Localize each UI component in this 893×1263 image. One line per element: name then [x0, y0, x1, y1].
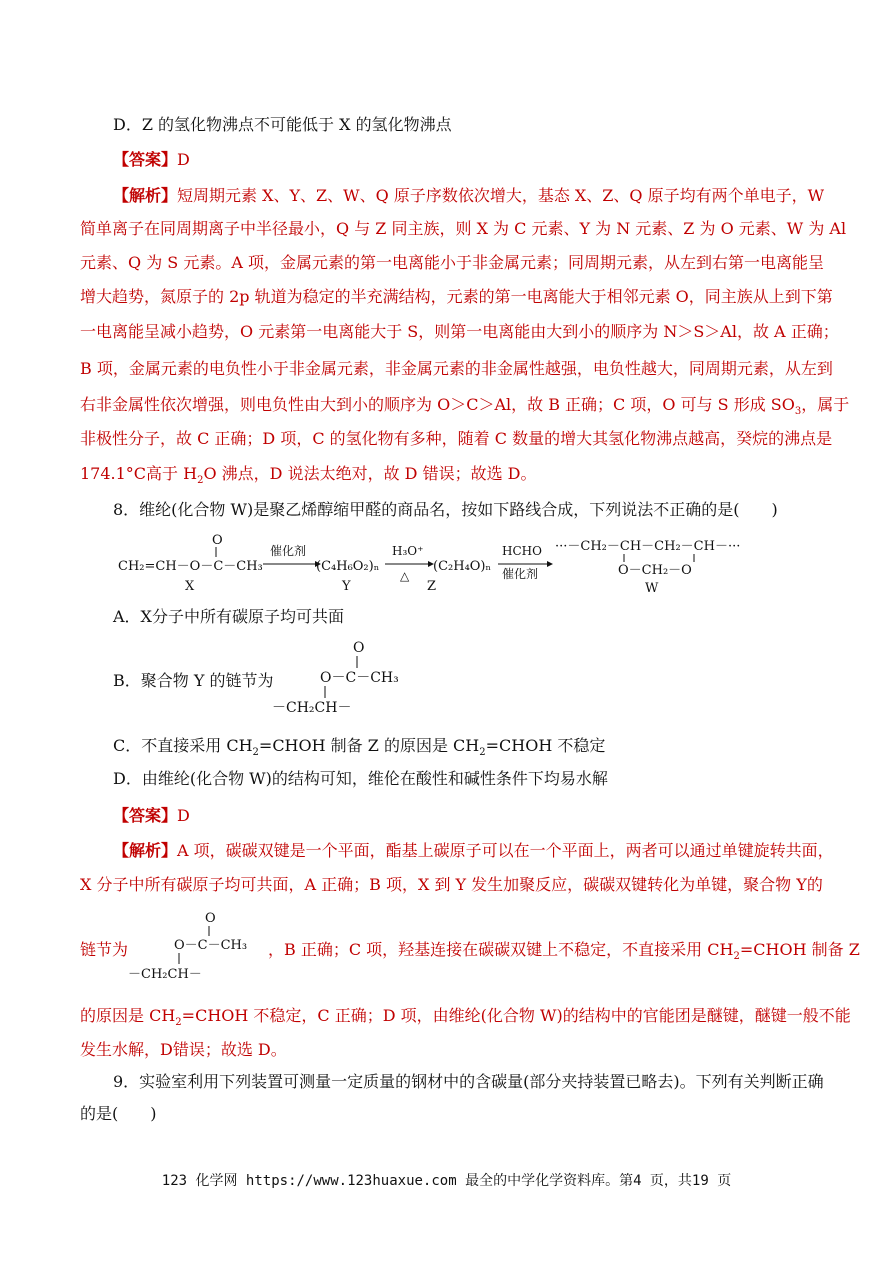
analysis-tag: 【解析】 — [113, 841, 178, 860]
text-part: ，B 正确；C 项，羟基连接在碳碳双键上不稳定，不直接采用 CH — [268, 940, 734, 959]
z-formula: (C₂H₄O)ₙ — [433, 559, 492, 574]
q9-stem-line-1: 9．实验室利用下列装置可测量一定质量的钢材中的含碳量(部分夹持装置已略去)。下列有关判断正确 — [113, 1072, 824, 1091]
arrow-3-head — [547, 561, 553, 567]
q7-analysis-line-3: 元素、Q 为 S 元素。A 项，金属元素的第一电离能小于非金属元素；同周期元素，从左到右第一电离能呈 — [80, 253, 824, 272]
q8-option-c — [113, 736, 605, 763]
q8-analysis-line-5: 发生水解，D错误；故选 D。 — [80, 1040, 287, 1059]
q9-stem-line-2: 的是( ) — [80, 1104, 157, 1123]
w-label: W — [645, 581, 659, 596]
text-part: C．不直接采用 CH — [113, 736, 253, 755]
text-part: 174.1°C高于 H — [80, 464, 198, 483]
text-part: O 沸点，D 说法太绝对，故 D 错误；故选 D。 — [203, 464, 537, 483]
option-b-structure — [270, 638, 430, 718]
text-part: 的原因是 CH — [80, 1006, 176, 1025]
w-chain: ···－CH₂－CH－CH₂－CH－··· — [555, 539, 741, 554]
subscript: 2 — [479, 747, 486, 759]
struct-backbone: －CH₂CH－ — [272, 700, 352, 716]
answer-tag: 【答案】 — [113, 806, 178, 825]
subscript: 2 — [252, 747, 259, 759]
q8-analysis-line-4 — [80, 1006, 851, 1033]
z-label: Z — [427, 579, 437, 594]
step2-reagent-top: H₃O⁺ — [392, 544, 424, 558]
step3-reagent-bottom: 催化剂 — [502, 567, 539, 581]
text-part: =CHOH 不稳定，C 正确；D 项，由维纶(化合物 W)的结构中的官能团是醚键，醚键一般不能 — [181, 1006, 851, 1025]
page-footer: 123 化学网 https://www.123huaxue.com 最全的中学化学资料库。第4 页，共19 页 — [161, 1173, 732, 1189]
struct-carbonyl-o: O — [353, 640, 365, 656]
q8-analysis-line-3-prefix: 链节为 — [80, 940, 129, 959]
q8-analysis-line-1 — [113, 841, 834, 861]
subscript: 2 — [197, 475, 204, 487]
analysis-text: A 项，碳碳双键是一个平面，酯基上碳原子可以在一个平面上，两者可以通过单键旋转共面， — [177, 841, 834, 860]
step1-reagent: 催化剂 — [270, 544, 307, 558]
answer-value: D — [177, 150, 190, 169]
w-bridge: O－CH₂－O — [618, 563, 692, 578]
q7-analysis-line-7 — [80, 395, 849, 422]
q8-answer — [113, 806, 190, 826]
q8-option-d: D．由维纶(化合物 W)的结构可知，维伦在酸性和碱性条件下均易水解 — [113, 769, 608, 788]
analysis-structure — [128, 908, 278, 983]
q7-analysis-line-8: 非极性分子，故 C 正确；D 项，C 的氢化物有多种，随着 C 数量的增大其氢化物沸点越高，癸烷的沸点是 — [80, 429, 833, 448]
q7-analysis-line-6: B 项，金属元素的电负性小于非金属元素，非金属元素的非金属性越强，电负性越大，同周期元素，从左到 — [80, 359, 833, 378]
x-carbonyl-o: O — [212, 533, 223, 548]
text-part: 右非金属性依次增强，则电负性由大到小的顺序为 O＞C＞Al，故 B 正确；C 项，O 可与 S 形成 SO — [80, 395, 795, 414]
text-part: ，属于 — [801, 395, 850, 414]
subscript: 3 — [794, 406, 802, 418]
subscript: 2 — [733, 951, 740, 963]
q7-analysis-line-2: 简单离子在同周期离子中半径最小，Q 与 Z 同主族，则 X 为 C 元素、Y 为 N 元素、Z 为 O 元素、W 为 Al — [80, 219, 847, 238]
struct-ester: O－C－CH₃ — [174, 938, 248, 953]
q7-answer — [113, 150, 190, 170]
step2-reagent-bottom: △ — [400, 569, 410, 583]
q8-analysis-line-2: X 分子中所有碳原子均可共面，A 正确；B 项，X 到 Y 发生加聚反应，碳碳双键转化为单键，聚合物 Y的 — [80, 875, 823, 894]
q7-analysis-line-9 — [80, 464, 537, 491]
answer-value: D — [177, 806, 190, 825]
analysis-text: 短周期元素 X、Y、Z、W、Q 原子序数依次增大，基态 X、Z、Q 原子均有两个单电子，W — [177, 186, 825, 205]
step3-reagent-top: HCHO — [502, 544, 542, 558]
y-label: Y — [342, 579, 351, 594]
synthesis-scheme — [110, 530, 760, 595]
q7-option-d: D．Z 的氢化物沸点不可能低于 X 的氢化物沸点 — [113, 115, 452, 134]
answer-tag: 【答案】 — [113, 150, 178, 169]
struct-ester: O－C－CH₃ — [320, 670, 399, 686]
q7-analysis-line-5: 一电离能呈减小趋势，O 元素第一电离能大于 S，则第一电离能由大到小的顺序为 N＞S＞Al，故 A 正确； — [80, 322, 839, 341]
text-part: =CHOH 制备 Z 的原因是 CH — [258, 736, 480, 755]
struct-backbone: －CH₂CH－ — [128, 967, 202, 982]
x-formula: CH₂=CH－O－C－CH₃ — [118, 559, 263, 574]
q7-analysis-line-1 — [113, 186, 824, 206]
q8-option-a: A．X分子中所有碳原子均可共面 — [113, 607, 344, 626]
y-formula: (C₄H₆O₂)ₙ — [316, 559, 380, 574]
text-part: =CHOH 制备 Z — [739, 940, 860, 959]
q8-stem: 8．维纶(化合物 W)是聚乙烯醇缩甲醛的商品名，按如下路线合成，下列说法不正确的是( ) — [113, 500, 778, 519]
q8-analysis-line-3 — [268, 940, 860, 967]
struct-carbonyl-o: O — [205, 911, 216, 926]
q7-analysis-line-4: 增大趋势，氮原子的 2p 轨道为稳定的半充满结构，元素的第一电离能大于相邻元素 O，同主族从上到下第 — [80, 287, 833, 306]
analysis-tag: 【解析】 — [113, 186, 178, 205]
subscript: 2 — [175, 1017, 182, 1029]
q8-option-b: B．聚合物 Y 的链节为 — [113, 671, 274, 690]
text-part: =CHOH 不稳定 — [485, 736, 606, 755]
x-label: X — [185, 579, 195, 594]
